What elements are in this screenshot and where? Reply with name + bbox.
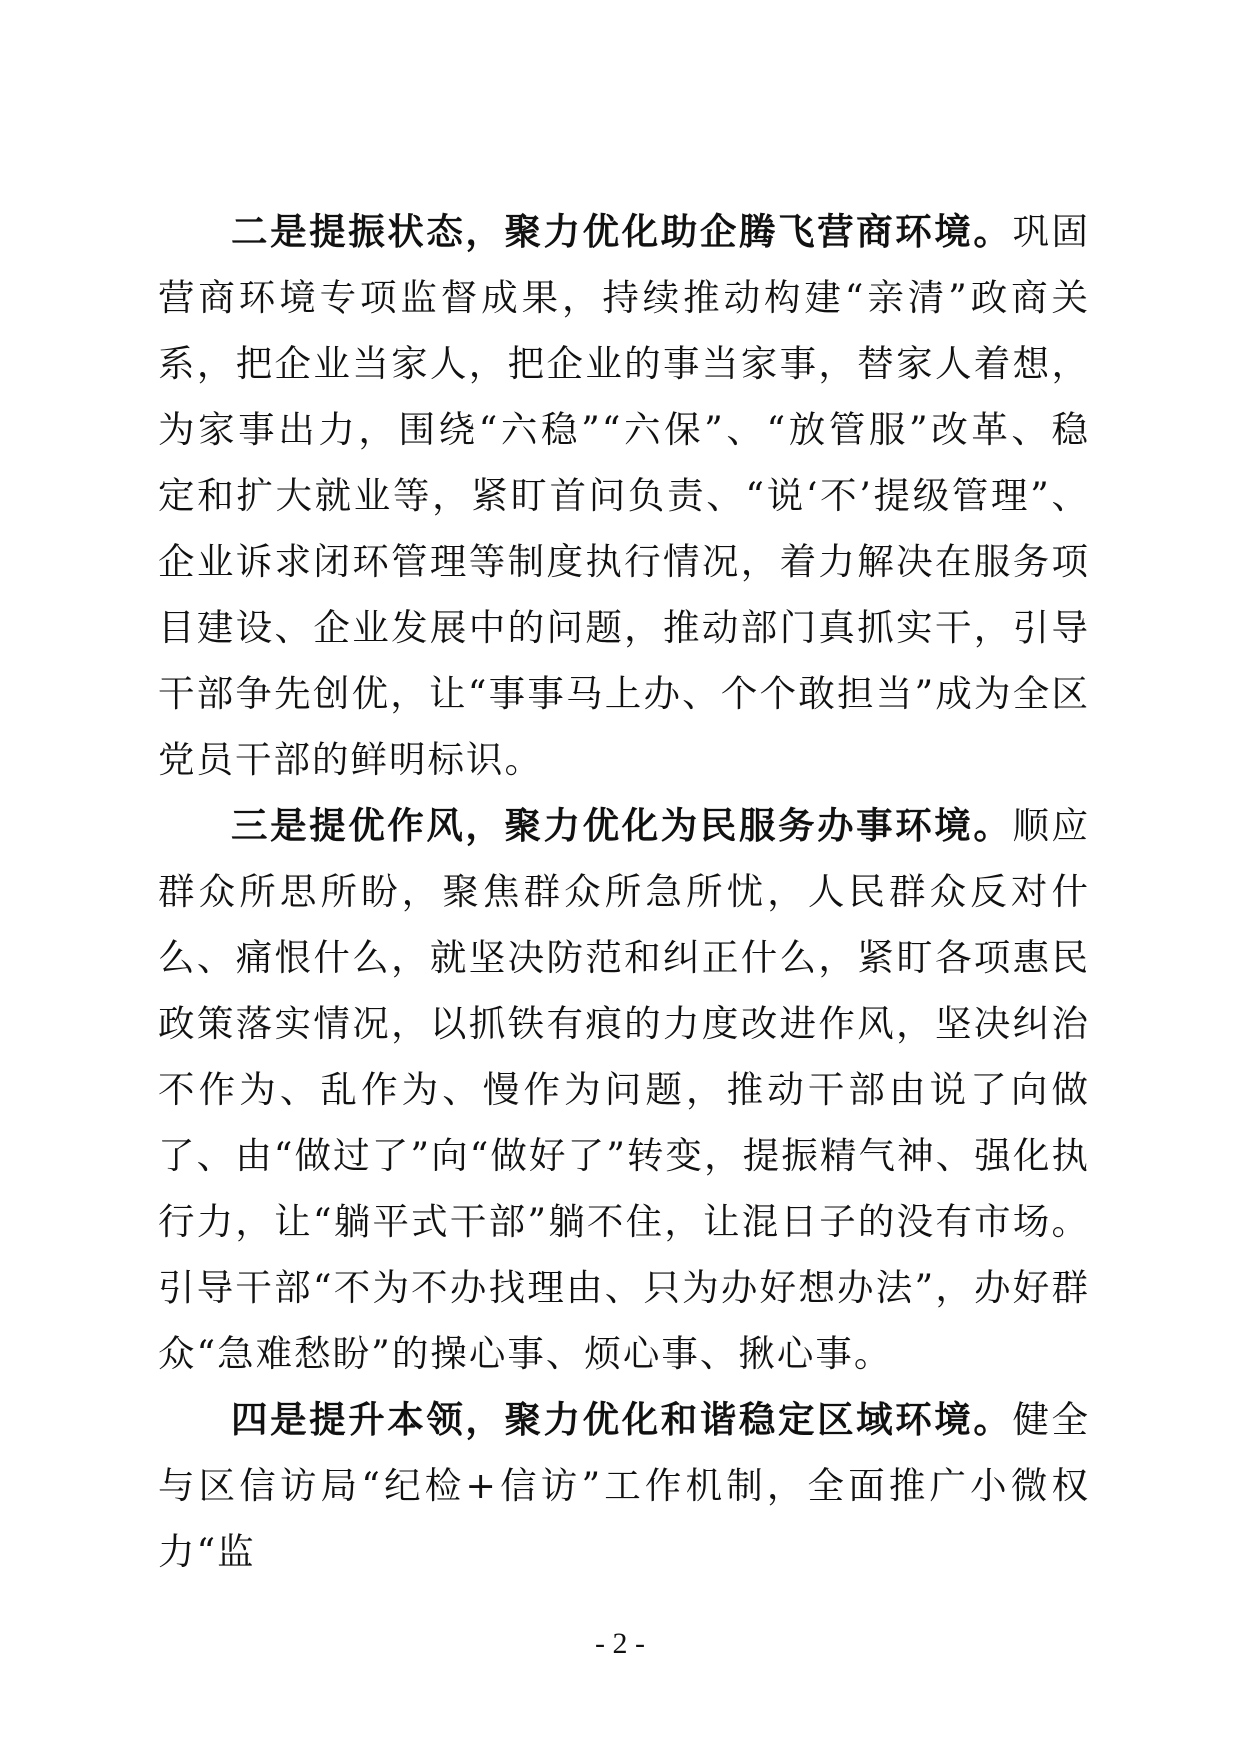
paragraph-heading: 三是提优作风，聚力优化为民服务办事环境。 bbox=[231, 804, 1013, 847]
paragraph-service-environment bbox=[158, 793, 1090, 1387]
paragraph-text: 巩固营商环境专项监督成果，持续推动构建“亲清”政商关系，把企业当家人，把企业的事当家事，替家人着想，为家事出力，围绕“六稳”“六保”、“放管服”改革、稳定和扩大就业等，紧盯首问负责、“说‘不’提级管理”、企业诉求闭环管理等制度执行情况，着力解决在服务项目建设、企业发展中的问题，推动部门真抓实干，引导干部争先创优，让“事事马上办、个个敢担当”成为全区党员干部的鲜明标识。 bbox=[158, 210, 1091, 781]
paragraph-regional-environment bbox=[158, 1387, 1090, 1585]
page-number: - 2 - bbox=[595, 1627, 645, 1660]
paragraph-heading: 二是提振状态，聚力优化助企腾飞营商环境。 bbox=[231, 210, 1013, 253]
paragraph-heading: 四是提升本领，聚力优化和谐稳定区域环境。 bbox=[231, 1398, 1013, 1441]
paragraph-text: 顺应群众所思所盼，聚焦群众所急所忧，人民群众反对什么、痛恨什么，就坚决防范和纠正什么，紧盯各项惠民政策落实情况，以抓铁有痕的力度改进作风，坚决纠治不作为、乱作为、慢作为问题，推动干部由说了向做了、由“做过了”向“做好了”转变，提振精气神、强化执行力，让“躺平式干部”躺不住，让混日子的没有市场。引导干部“不为不办找理由、只为办好想办法”，办好群众“急难愁盼”的操心事、烦心事、揪心事。 bbox=[158, 804, 1091, 1375]
paragraph-text: 健全与区信访局“纪检+信访”工作机制，全面推广小微权力“监 bbox=[158, 1398, 1091, 1573]
paragraph-business-environment bbox=[158, 199, 1090, 793]
document-body bbox=[158, 199, 1090, 1585]
